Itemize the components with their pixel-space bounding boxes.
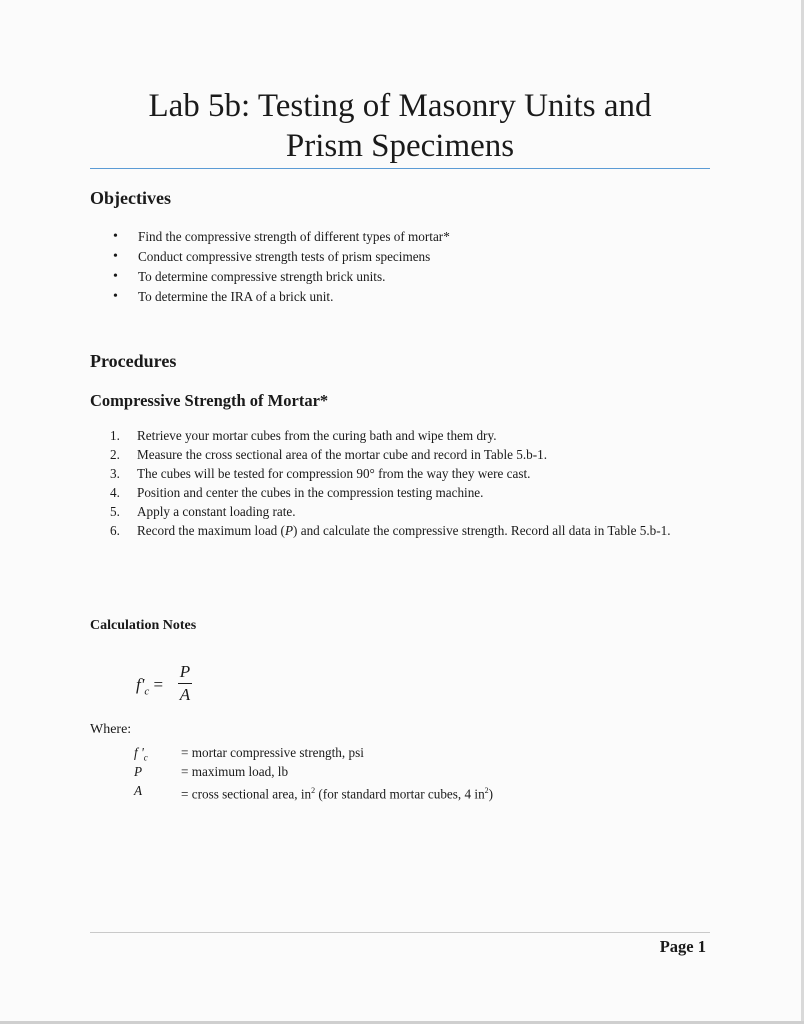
- objectives-heading: Objectives: [90, 188, 171, 208]
- procedure-step: [110, 521, 710, 540]
- definition-text: = maximum load, lb: [181, 764, 289, 779]
- step-text: Measure the cross sectional area of the mortar cube and record in Table 5.b-1.: [137, 447, 548, 462]
- page-title-line-1: Lab 5b: Testing of Masonry Units and: [148, 88, 652, 124]
- procedure-step: [110, 464, 710, 483]
- definition-text: = cross sectional area, $in^2$ (for standard mortar cubes, 4 $in^2$): [181, 786, 494, 802]
- procedures-heading: Procedures: [90, 351, 177, 371]
- where-label: Where:: [90, 722, 132, 737]
- variable-definitions: [134, 743, 694, 800]
- step-text: The cubes will be tested for compression 90° from the way they were cast.: [137, 466, 531, 481]
- step-text: Position and center the cubes in the compression testing machine.: [137, 485, 484, 500]
- objective-item: • To determine the IRA of a brick unit.: [113, 287, 450, 307]
- step-number: 2.: [110, 447, 120, 462]
- definition-row: [134, 743, 694, 762]
- definition-row: [134, 762, 694, 781]
- page-title: [90, 86, 710, 166]
- calculation-notes-heading: Calculation Notes: [90, 618, 197, 633]
- objective-item: • Find the compressive strength of different types of mortar*: [113, 227, 450, 247]
- procedure-step: [110, 426, 710, 445]
- fraction-bar: [178, 683, 192, 684]
- step-number: 6.: [110, 523, 120, 538]
- step-number: 3.: [110, 466, 120, 481]
- title-divider: [90, 168, 710, 169]
- step-number: 5.: [110, 504, 120, 519]
- definition-symbol: f '$_c$: [134, 745, 148, 763]
- page-number: Page 1: [659, 937, 706, 956]
- step-text-variable: P: [284, 523, 294, 538]
- definition-row: [134, 781, 694, 800]
- step-text: Retrieve your mortar cubes from the curing bath and wipe them dry.: [137, 428, 497, 443]
- procedure-steps: [110, 426, 710, 540]
- definition-text: = mortar compressive strength, psi: [181, 745, 364, 760]
- definition-symbol: P: [134, 764, 143, 779]
- formula-lhs: $f'_c$ =: [136, 675, 164, 698]
- step-number: 1.: [110, 428, 120, 443]
- formula-numerator: P: [179, 662, 191, 681]
- page-title-line-2: Prism Specimens: [285, 128, 515, 164]
- procedure-step: [110, 502, 710, 521]
- step-number: 4.: [110, 485, 120, 500]
- formula-fraction: [178, 662, 192, 705]
- procedure-step: [110, 445, 710, 464]
- objective-item: • Conduct compressive strength tests of prism specimens: [113, 247, 450, 267]
- footer-divider: [90, 932, 710, 933]
- procedure-step: [110, 483, 710, 502]
- objective-item: • To determine compressive strength brick units.: [113, 267, 450, 287]
- mortar-strength-subheading: Compressive Strength of Mortar*: [90, 391, 329, 410]
- definition-symbol: A: [134, 783, 143, 798]
- step-text: Apply a constant loading rate.: [137, 504, 296, 519]
- objectives-list: [113, 227, 450, 307]
- step-text-after: ) and calculate the compressive strength. Record all data in Table 5.b-1.: [293, 523, 671, 538]
- step-text-before: Record the maximum load (: [137, 523, 285, 538]
- formula-denominator: A: [179, 685, 191, 704]
